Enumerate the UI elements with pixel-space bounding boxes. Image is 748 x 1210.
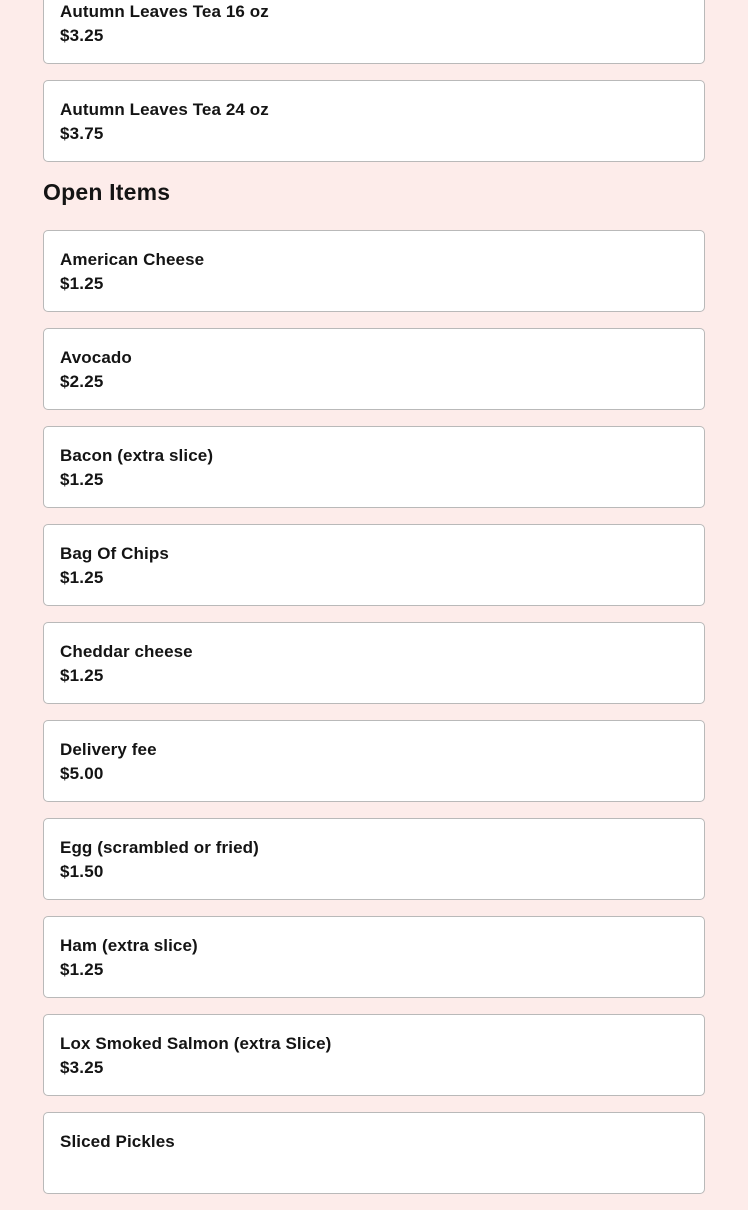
menu-item-autumn-leaves-tea-24oz[interactable] <box>43 80 705 162</box>
menu-item-american-cheese[interactable] <box>43 230 705 312</box>
menu-item-lox-smoked-salmon[interactable] <box>43 1014 705 1096</box>
item-name: Bacon (extra slice) <box>60 446 214 465</box>
item-price: $3.25 <box>60 26 104 45</box>
menu-item-sliced-pickles[interactable] <box>43 1112 705 1194</box>
menu-item-ham-extra-slice[interactable] <box>43 916 705 998</box>
item-price: $5.00 <box>60 764 104 783</box>
menu-item-egg[interactable] <box>43 818 705 900</box>
item-price: $1.25 <box>60 960 104 979</box>
menu-list <box>43 0 705 1210</box>
item-name: Autumn Leaves Tea 16 oz <box>60 2 269 21</box>
item-name: Lox Smoked Salmon (extra Slice) <box>60 1034 332 1053</box>
item-name: Bag Of Chips <box>60 544 169 563</box>
item-price: $1.25 <box>60 274 104 293</box>
item-price: $1.25 <box>60 470 104 489</box>
item-name: Autumn Leaves Tea 24 oz <box>60 100 269 119</box>
menu-item-bacon-extra-slice[interactable] <box>43 426 705 508</box>
menu-item-cheddar-cheese[interactable] <box>43 622 705 704</box>
item-price: $1.25 <box>60 666 104 685</box>
item-name: American Cheese <box>60 250 205 269</box>
item-name: Avocado <box>60 348 132 367</box>
menu-item-delivery-fee[interactable] <box>43 720 705 802</box>
item-name: Delivery fee <box>60 740 157 759</box>
menu-item-avocado[interactable] <box>43 328 705 410</box>
item-price: $2.25 <box>60 372 104 391</box>
item-price: $3.75 <box>60 124 104 143</box>
item-price: $1.50 <box>60 862 104 881</box>
menu-item-autumn-leaves-tea-16oz[interactable] <box>43 0 705 64</box>
item-name: Cheddar cheese <box>60 642 193 661</box>
menu-item-bag-of-chips[interactable] <box>43 524 705 606</box>
item-name: Egg (scrambled or fried) <box>60 838 259 857</box>
item-name: Ham (extra slice) <box>60 936 198 955</box>
section-title-open-items: Open Items <box>43 179 171 205</box>
item-price: $3.25 <box>60 1058 104 1077</box>
item-name: Sliced Pickles <box>60 1132 175 1151</box>
item-price: $1.25 <box>60 568 104 587</box>
